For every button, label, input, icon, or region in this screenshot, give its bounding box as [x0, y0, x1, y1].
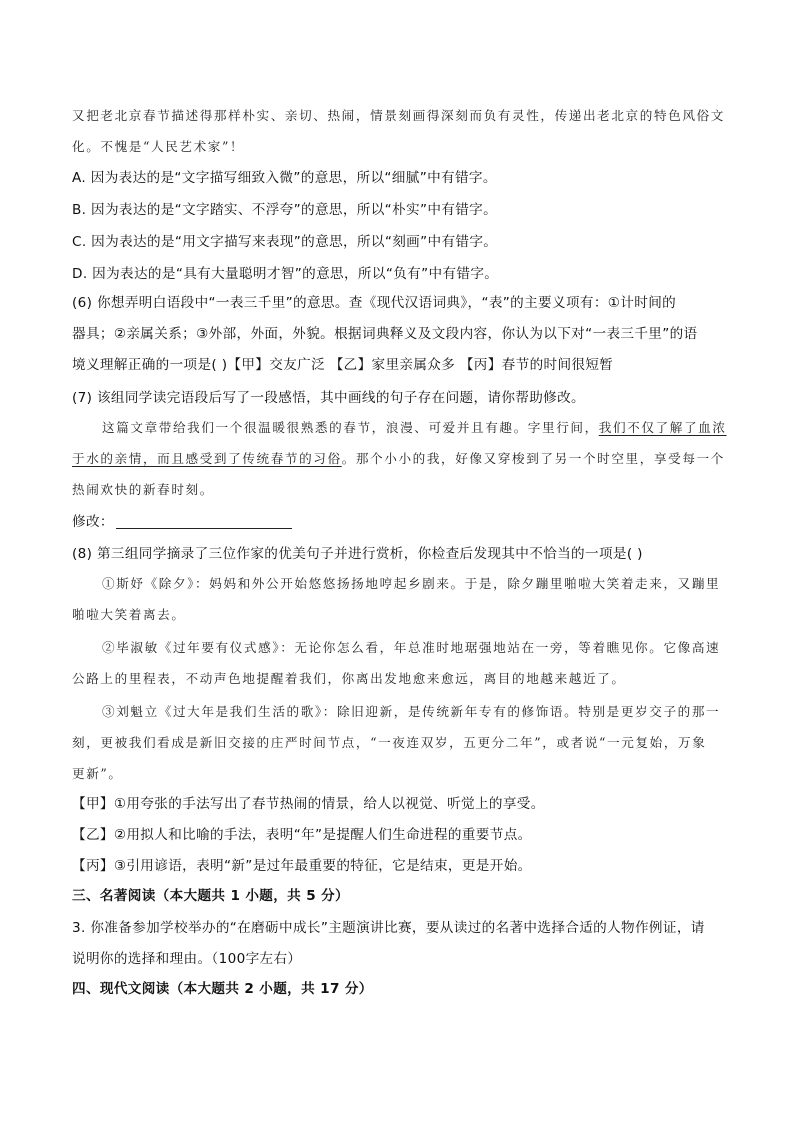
section-3-question-line-2: 说明你的选择和理由。（100字左右）	[72, 951, 302, 967]
section-3-question-line-1: 3. 你准备参加学校举办的“在磨砺中成长”主题演讲比赛，要从读过的名著中选择合适的人物作例证，请	[72, 920, 705, 936]
q7-text-plain: 。那个小小的我，好像又穿梭到了另一个时空里，享受每一个	[341, 451, 725, 466]
q8-option-bing: 【丙】③引用谚语，表明“新”是过年最重要的特征，它是结束，更是开始。	[72, 858, 532, 874]
q8-option-yi: 【乙】②用拟人和比喻的手法，表明“年”是提醒人们生命进程的重要节点。	[72, 827, 532, 843]
q8-sentence-3-line-3: 更新”。	[72, 766, 123, 781]
q8-option-jia: 【甲】①用夸张的手法写出了春节热闹的情景，给人以视觉、听觉上的享受。	[72, 796, 545, 812]
q8-sentence-2-line-1: ②毕淑敏《过年要有仪式感》：无论你怎么看，年总准时地琚强地站在一旁，等着瞧见你。它像高速	[102, 640, 721, 655]
q5-option-c: C. 因为表达的是“用文字描写来表现”的意思，所以“刻画”中有错字。	[72, 234, 498, 250]
q7-underlined-sentence: 我们不仅了解了血浓	[598, 420, 727, 435]
q6-line-1: (6) 你想弄明白语段中“一表三千里”的意思。查《现代汉语词典》，“表”的主要义项有：①计时间的	[72, 295, 677, 311]
passage-end-line-1: 又把老北京春节描述得那样朴实、亲切、热闹，情景刻画得深刻而负有灵性，传递出老北京的特色风俗文	[72, 108, 725, 123]
q7-paragraph-line-2	[72, 448, 725, 467]
q8-stem: (8) 第三组同学摘录了三位作家的优美句子并进行赏析，你检查后发现其中不恰当的一项是( )	[72, 546, 643, 562]
q5-option-b: B. 因为表达的是“文字踏实、不浮夸”的意思，所以“朴实”中有错字。	[72, 202, 498, 218]
q5-option-a: A. 因为表达的是“文字描写细致入微”的意思，所以“细腻”中有错字。	[72, 170, 497, 186]
q7-answer-row	[72, 510, 292, 530]
q8-sentence-2-line-2: 公路上的里程表，不动声色地提醒着我们，你离出发地愈来愈远，离目的地越来越近了。	[72, 671, 626, 686]
q8-sentence-1-line-1: ①斯妤《除夕》：妈妈和外公开始悠悠扬扬地哼起乡剧来。于是，除夕蹦里啪啦大笑着走来，又蹦里	[102, 576, 721, 591]
section-4-heading: 四、现代文阅读（本大题共 2 小题，共 17 分）	[72, 981, 373, 997]
q8-sentence-3-line-1: ③刘魁立《过大年是我们生活的歌》：除旧迎新，是传统新年专有的修饰语。特别是更岁交子的那一	[102, 704, 721, 719]
passage-end-line-2: 化。不愧是“人民艺术家”！	[72, 139, 245, 154]
q7-answer-blank[interactable]	[116, 514, 292, 529]
section-3-heading: 三、名著阅读（本大题共 1 小题，共 5 分）	[72, 888, 349, 904]
q7-text-plain: 这篇文章带给我们一个很温暖很熟悉的春节，浪漫、可爱并且有趣。字里行间，	[102, 420, 599, 435]
q7-answer-label: 修改：	[72, 514, 114, 530]
q6-line-3: 境义理解正确的一项是( )【甲】交友广泛 【乙】家里亲属众多 【丙】春节的时间很短暂	[72, 357, 614, 373]
q7-paragraph-line-1	[72, 417, 727, 436]
q7-underlined-sentence: 于水的亲情，而且感受到了传统春节的习俗	[72, 451, 342, 466]
q8-sentence-1-line-2: 啪啦大笑着离去。	[72, 607, 186, 622]
q5-option-d: D. 因为表达的是“具有大量聪明才智”的意思，所以“负有”中有错字。	[72, 266, 499, 282]
q6-line-2: 器具；②亲属关系；③外部，外面，外貌。根据词典释义及文段内容，你认为以下对“一表三千里”的语	[72, 326, 698, 342]
q8-sentence-3-line-2: 刻，更被我们看成是新旧交接的庄严时间节点，“一夜连双岁，五更分二年”，或者说“一元复始，万象	[72, 735, 707, 750]
q7-paragraph-line-3: 热闹欢快的新春时刻。	[72, 482, 214, 497]
q7-stem: (7) 该组同学读完语段后写了一段感悟，其中画线的句子存在问题，请你帮助修改。	[72, 390, 586, 406]
